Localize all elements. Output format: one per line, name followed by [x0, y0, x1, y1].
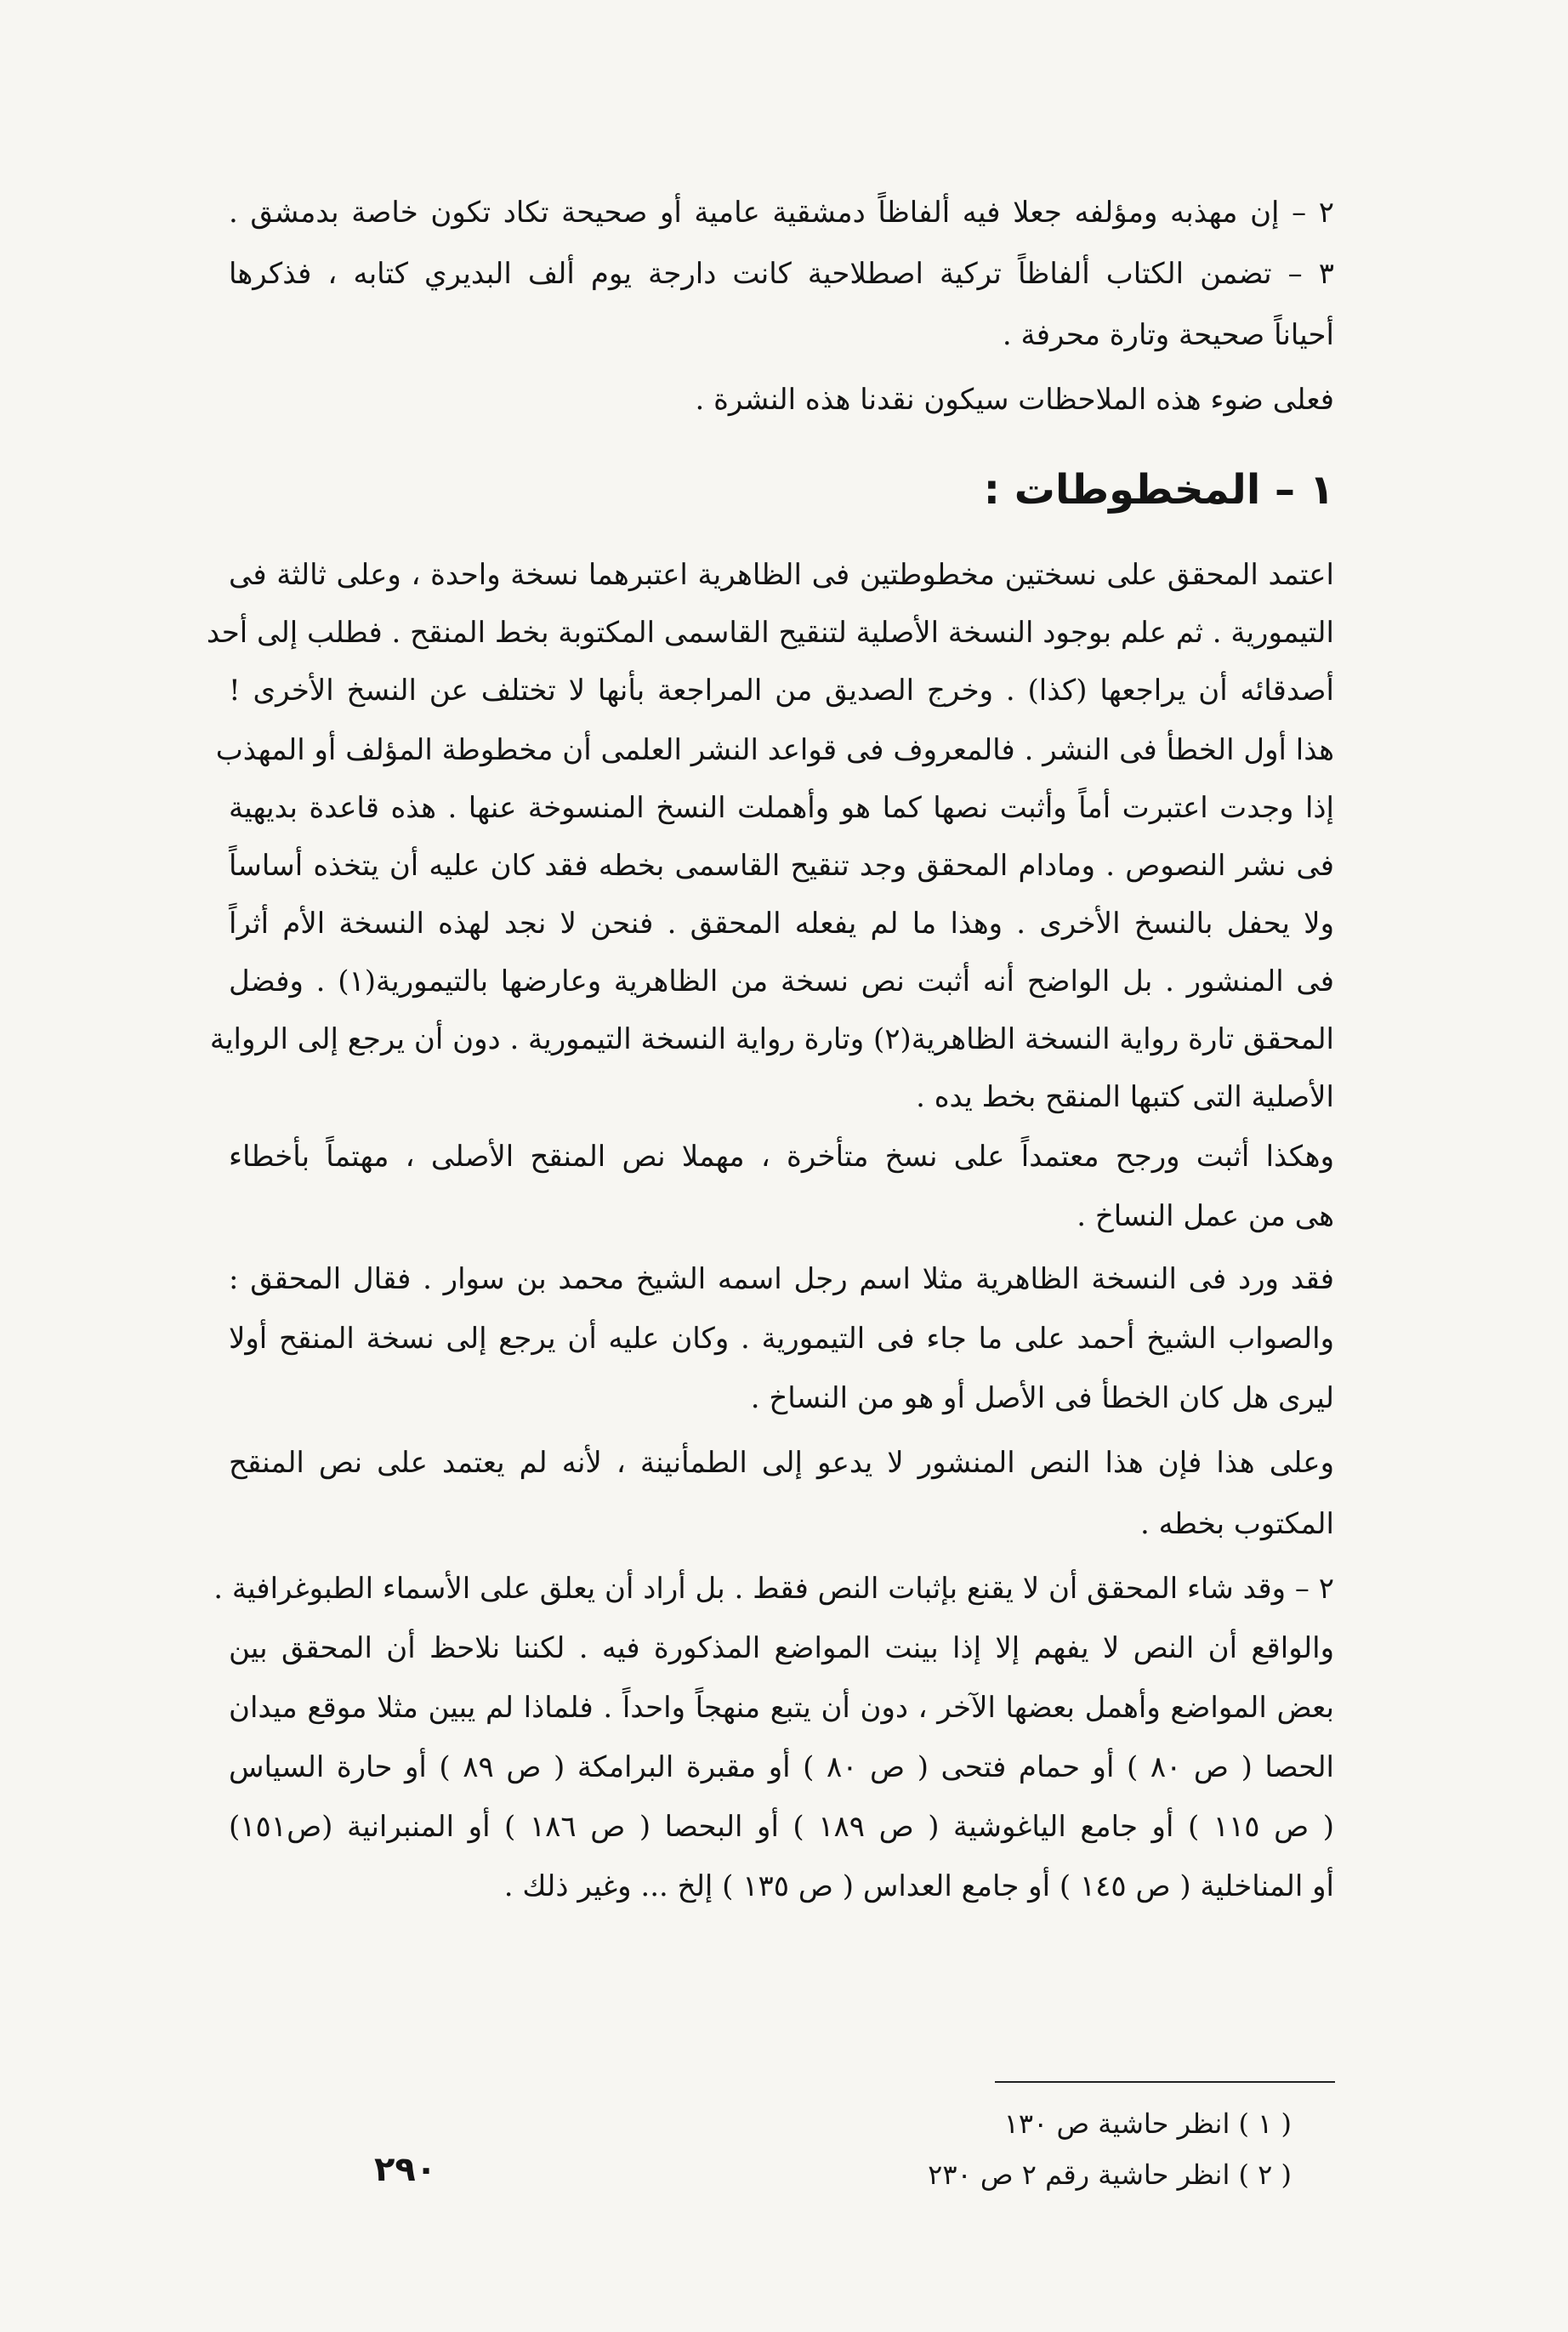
body-line: الأصلية التى كتبها المنقح بخط يده . [916, 1080, 1334, 1114]
body-line: فى نشر النصوص . ومادام المحقق وجد تنقيح القاسمى بخطه فقد كان عليه أن يتخذه أساساً [229, 849, 1334, 883]
body-line: أصدقائه أن يراجعها (كذا) . وخرج الصديق من المراجعة بأنها لا تختلف عن النسخ الأخرى ! [229, 674, 1334, 708]
body-line: والصواب الشيخ أحمد على ما جاء فى التيمورية . وكان عليه أن يرجع إلى نسخة المنقح أولا [229, 1322, 1334, 1356]
intro-line: ٢ – إن مهذبه ومؤلفه جعلا فيه ألفاظاً دمشقية عامية أو صحيحة تكاد تكون خاصة بدمشق . [229, 196, 1334, 230]
footnote: ( ١ ) انظر حاشية ص ١٣٠ [1003, 2107, 1292, 2140]
body-line: إذا وجدت اعتبرت أماً وأثبت نصها كما هو وأهملت النسخ المنسوخة عنها . هذه قاعدة بديهية [229, 791, 1334, 825]
body-line: المكتوب بخطه . [1139, 1507, 1334, 1541]
section-heading: ١ – المخطوطات : [983, 466, 1334, 514]
body-line: اعتمد المحقق على نسختين مخطوطتين فى الظاهرية اعتبرهما نسخة واحدة ، وعلى ثالثة فى [229, 558, 1334, 592]
body-line: الحصا ( ص ٨٠ ) أو حمام فتحى ( ص ٨٠ ) أو مقبرة البرامكة ( ص ٨٩ ) أو حارة السياس [229, 1750, 1334, 1784]
body-line: ٢ – وقد شاء المحقق أن لا يقنع بإثبات النص فقط . بل أراد أن يعلق على الأسماء الطبوغرافية . [213, 1572, 1334, 1606]
intro-line: أحياناً صحيحة وتارة محرفة . [1002, 318, 1334, 352]
body-line: فقد ورد فى النسخة الظاهرية مثلا اسم رجل اسمه الشيخ محمد بن سوار . فقال المحقق : [229, 1262, 1334, 1296]
body-line: وهكذا أثبت ورجح معتمداً على نسخ متأخرة ، مهملا نص المنقح الأصلى ، مهتماً بأخطاء [229, 1140, 1334, 1174]
page-number: ٢٩٠ [374, 2150, 437, 2189]
body-line: وعلى هذا فإن هذا النص المنشور لا يدعو إلى الطمأنينة ، لأنه لم يعتمد على نص المنقح [229, 1446, 1334, 1480]
footnote: ( ٢ ) انظر حاشية رقم ٢ ص ٢٣٠ [928, 2159, 1292, 2191]
body-line: فى المنشور . بل الواضح أنه أثبت نص نسخة من الظاهرية وعارضها بالتيمورية(١) . وفضل [229, 964, 1335, 998]
body-line: ليرى هل كان الخطأ فى الأصل أو هو من النساخ . [750, 1381, 1334, 1415]
body-line: والواقع أن النص لا يفهم إلا إذا بينت المواضع المذكورة فيه . لكننا نلاحظ أن المحقق بين [229, 1631, 1334, 1665]
intro-line: فعلى ضوء هذه الملاحظات سيكون نقدنا هذه النشرة . [695, 383, 1334, 417]
body-line: المحقق تارة رواية النسخة الظاهرية(٢) وتارة رواية النسخة التيمورية . دون أن يرجع إلى الرواية [209, 1022, 1334, 1056]
body-line: التيمورية . ثم علم بوجود النسخة الأصلية لتنقيح القاسمى المكتوبة بخط المنقح . فطلب إلى أحد [206, 616, 1334, 650]
body-line: أو المناخلية ( ص ١٤٥ ) أو جامع العداس ( ص ١٣٥ ) إلخ ... وغير ذلك . [503, 1869, 1334, 1903]
intro-line: ٣ – تضمن الكتاب ألفاظاً تركية اصطلاحية كانت دارجة يوم ألف البديري كتابه ، فذكرها [229, 257, 1334, 291]
footnote-divider [995, 2081, 1335, 2083]
body-line: ( ص ١١٥ ) أو جامع الياغوشية ( ص ١٨٩ ) أو البحصا ( ص ١٨٦ ) أو المنبرانية (ص١٥١) [229, 1810, 1334, 1844]
body-line: هذا أول الخطأ فى النشر . فالمعروف فى قواعد النشر العلمى أن مخطوطة المؤلف أو المهذب [215, 733, 1334, 767]
body-line: بعض المواضع وأهمل بعضها الآخر ، دون أن يتبع منهجاً واحداً . فلماذا لم يبين مثلا موقع ميدان [229, 1691, 1334, 1725]
body-line: ولا يحفل بالنسخ الأخرى . وهذا ما لم يفعله المحقق . فنحن لا نجد لهذه النسخة الأم أثراً [229, 907, 1334, 941]
body-line: هى من عمل النساخ . [1077, 1199, 1334, 1233]
